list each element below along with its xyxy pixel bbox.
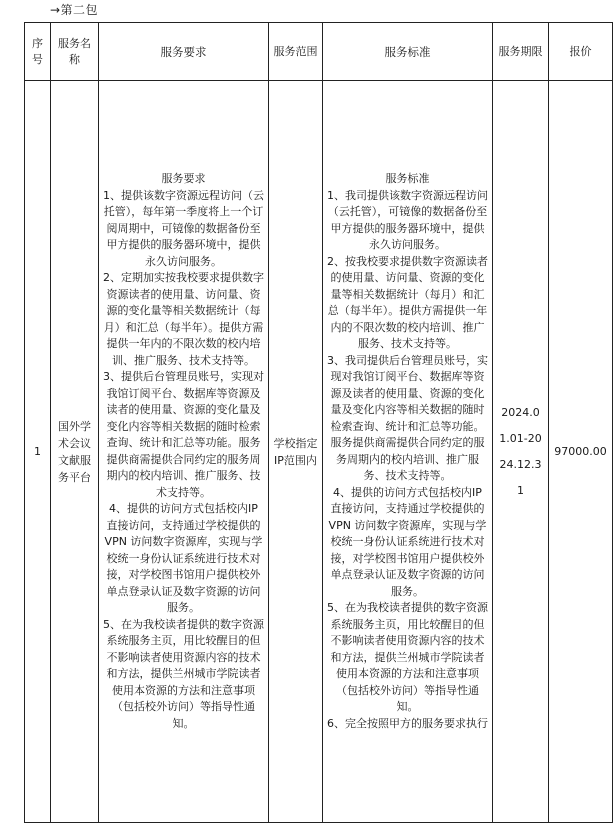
- requirement-item: 1、提供该数字资源远程访问（云托管），每年第一季度将上一个订阅周期中，可镜像的数据备份至甲方提供的服务器环境中，提供永久访问服务。: [103, 188, 264, 268]
- standard-item: 6、完全按照甲方的服务要求执行: [327, 716, 488, 730]
- header-standard: 服务标准: [323, 23, 493, 81]
- header-name: 服务名称: [51, 23, 99, 81]
- cell-seq: 1: [25, 81, 51, 823]
- requirement-item: 5、在为我校读者提供的数字资源系统服务主页，用比较醒目的但不影响读者使用资源内容的技术和方法，提供兰州城市学院读者使用本资源的方法和注意事项（包括校外访问）等指导性通知。: [103, 617, 264, 730]
- header-requirements: 服务要求: [99, 23, 269, 81]
- cell-standard: [323, 81, 493, 823]
- cell-scope: 学校指定IP范围内: [269, 81, 323, 823]
- standard-heading: 服务标准: [385, 172, 430, 185]
- standard-item: 2、按我校要求提供数字资源读者的使用量、访问量、资源的变化量等相关数据统计（每月）和汇总（每半年）。提供方需提供一年内的不限次数的校内培训、推广服务、技术支持等。: [327, 254, 488, 350]
- cell-service-name: 国外学术会议文献服务平台: [51, 81, 99, 823]
- cell-price: 97000.00: [549, 81, 613, 823]
- requirements-heading: 服务要求: [161, 172, 206, 185]
- requirement-item: 4、提供的访问方式包括校内IP 直接访问，支持通过学校提供的VPN 访问数字资源库，实现与学校统一身份认证系统进行技术对接，对学校图书馆用户提供校外单点登录认证及数字资源的访问服务。: [104, 502, 263, 614]
- header-scope: 服务范围: [269, 23, 323, 81]
- standard-item: 3、我司提供后台管理员账号，实现对我馆订阅平台、数据库等资源及读者的使用量、资源的变化量及变化内容等相关数据的随时检索查询、统计和汇总等功能。服务提供商需提供合同约定的服务周期内的校内培训、推广服务、技术支持等。: [327, 353, 488, 482]
- package-title: →第二包: [50, 3, 99, 17]
- header-seq: 序号: [25, 23, 51, 81]
- requirement-item: 3、提供后台管理员账号，实现对我馆订阅平台、数据库等资源及读者的使用量、资源的变化量及变化内容等相关数据的随时检索查询、统计和汇总等功能。服务提供商需提供合同约定的服务周期内的校内培训、推广服务、技术支持等。: [103, 370, 264, 499]
- header-period: 服务期限: [493, 23, 549, 81]
- header-row: [25, 23, 613, 81]
- standard-item: 5、在为我校读者提供的数字资源系统服务主页，用比较醒目的但不影响读者使用资源内容的技术和方法，提供兰州城市学院读者使用本资源的方法和注意事项（包括校外访问）等指导性通知。: [327, 601, 488, 713]
- header-price: 报价: [549, 23, 613, 81]
- table-row: [25, 81, 613, 823]
- standard-item: 1、我司提供该数字资源远程访问（云托管），可镜像的数据备份至甲方提供的服务器环境中，提供永久访问服务。: [327, 188, 488, 251]
- cell-requirements: [99, 81, 269, 823]
- service-table: [24, 22, 613, 823]
- standard-item: 4、提供的访问方式包括校内IP 直接访问，支持通过学校提供的VPN 访问数字资源库，实现与学校统一身份认证系统进行技术对接，对学校图书馆用户提供校外单点登录认证及数字资源的访问服务。: [328, 485, 487, 598]
- cell-period: 2024.01.01-2024.12.31: [493, 81, 549, 823]
- requirement-item: 2、定期加实按我校要求提供数字资源读者的使用量、访问量、资源的变化量等相关数据统计（每月）和汇总（每半年）。提供方需提供一年内的不限次数的校内培训、推广服务、技术支持等。: [103, 271, 264, 367]
